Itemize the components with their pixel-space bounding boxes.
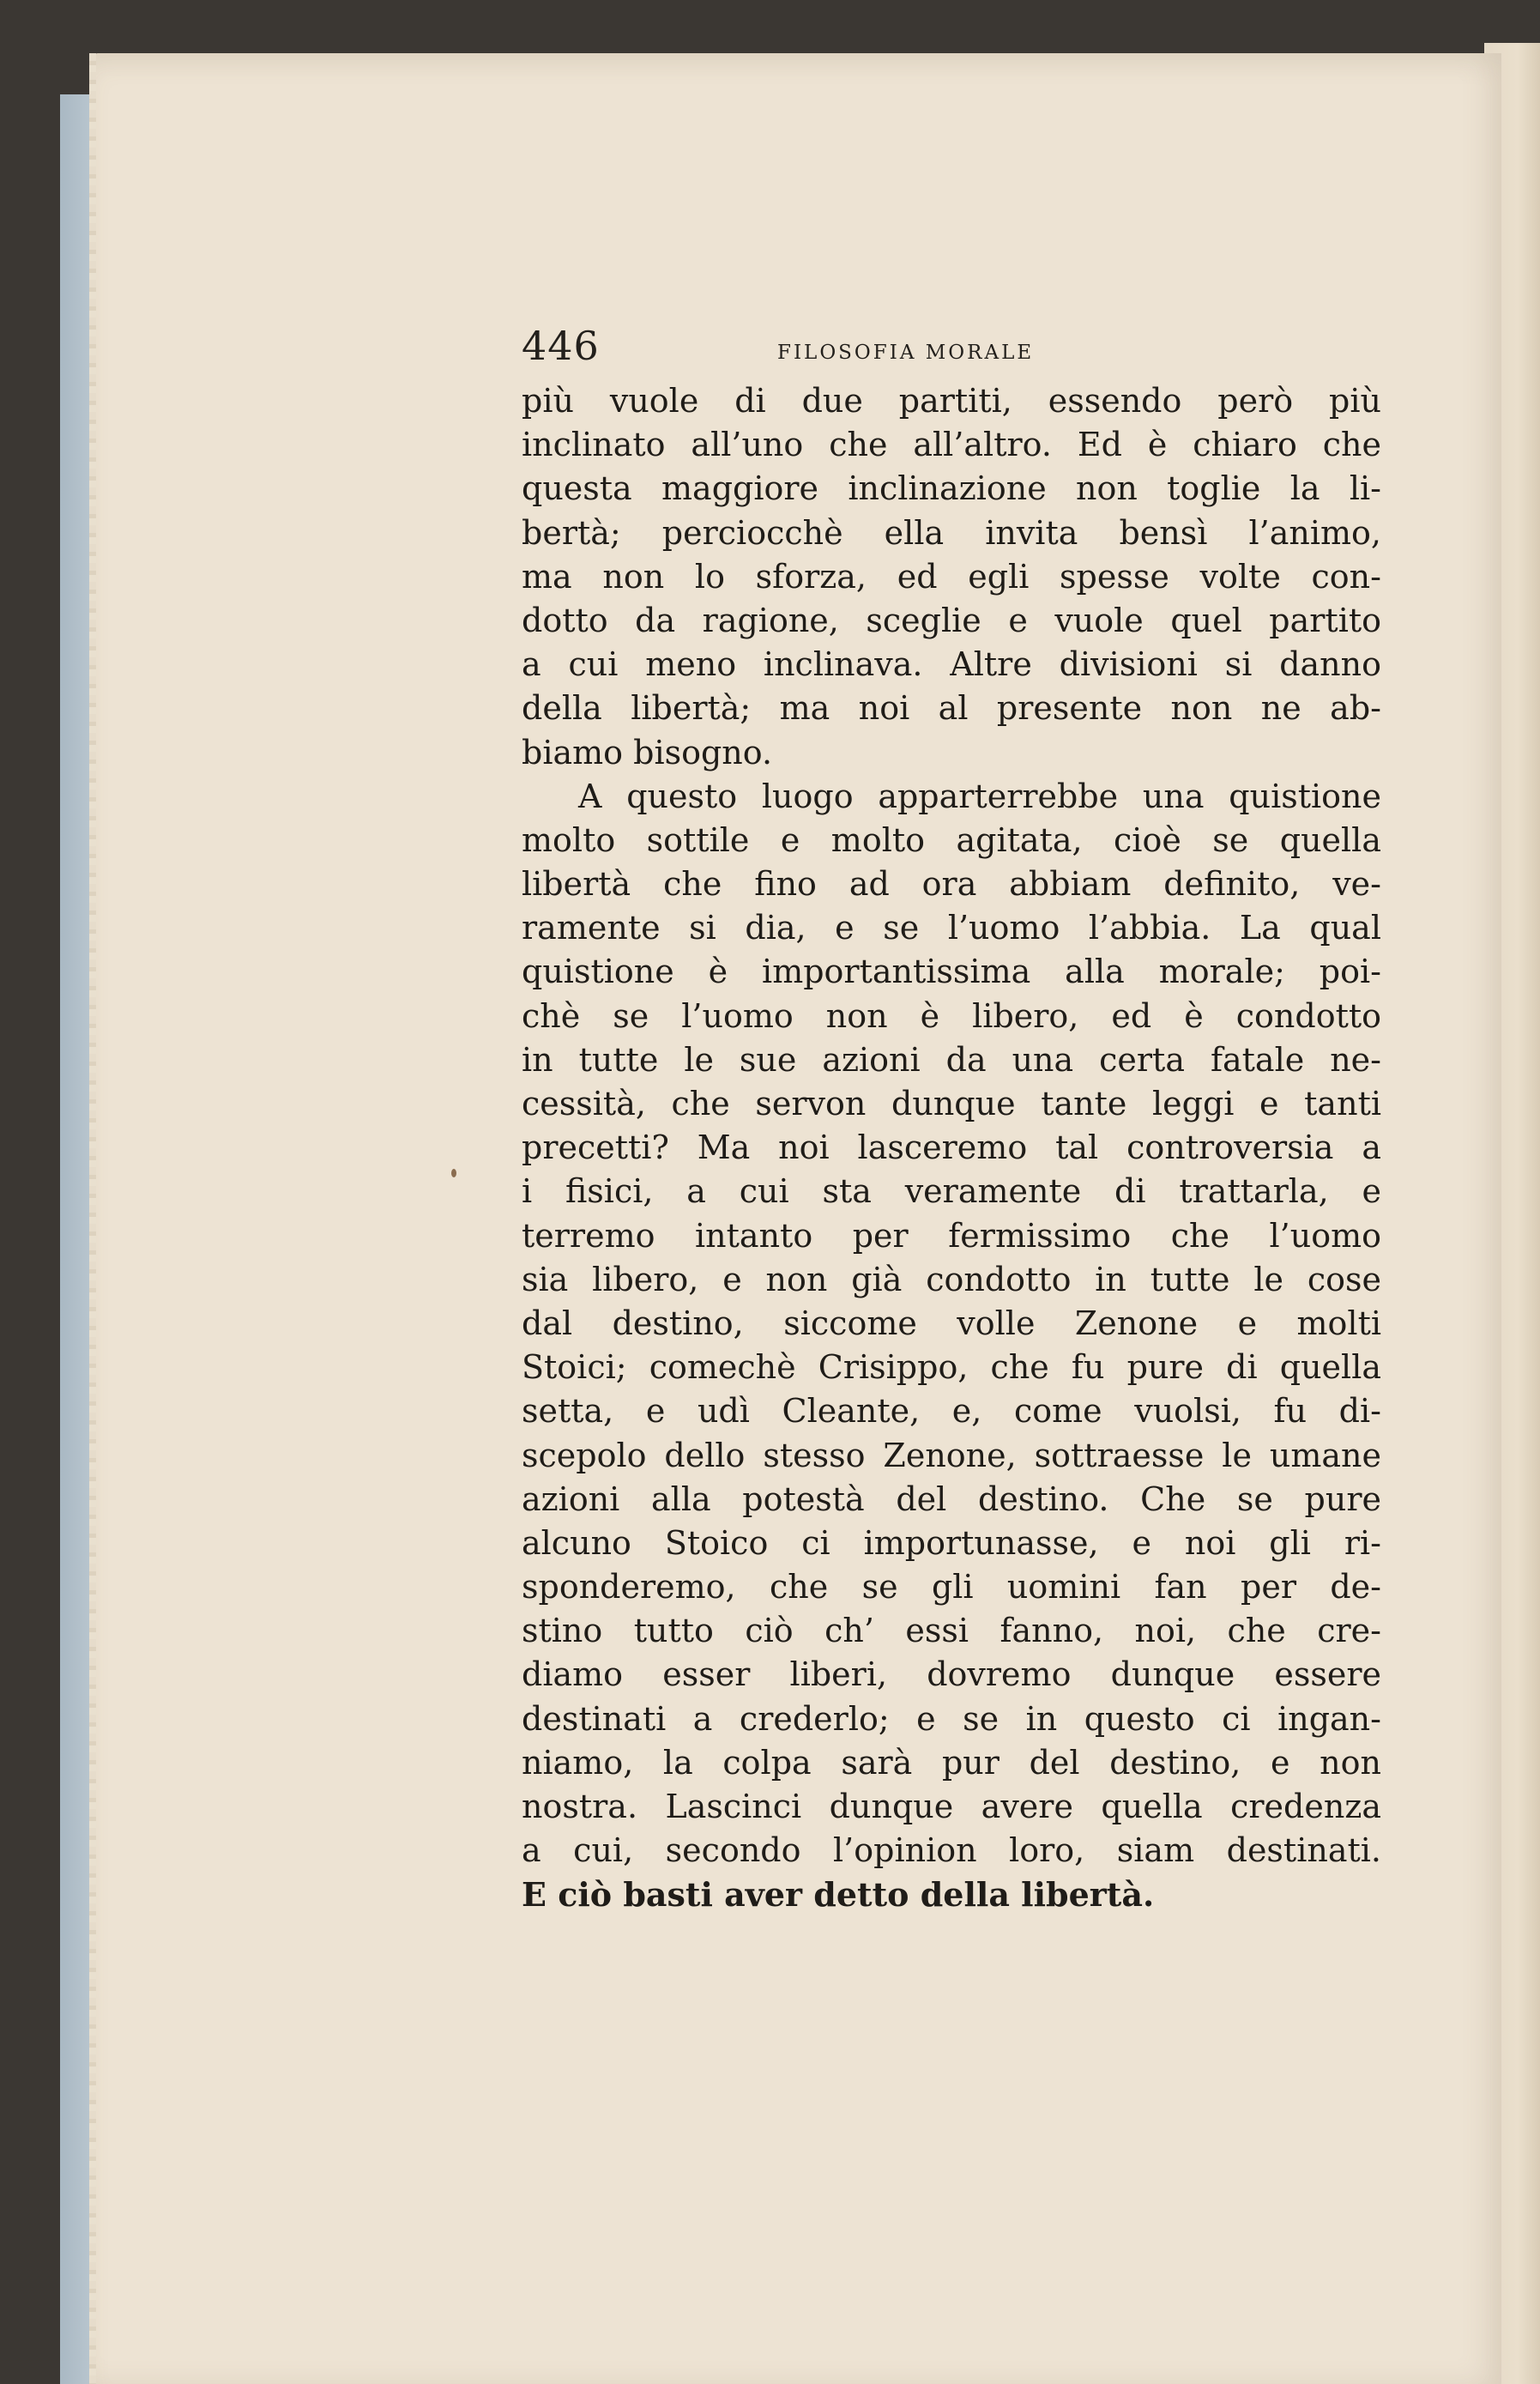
text-line: nostra. Lascinci dunque avere quella credenza bbox=[522, 1788, 1381, 1825]
text-line: Stoici; comechè Crisippo, che fu pure di quella bbox=[522, 1348, 1381, 1387]
page-number: 446 bbox=[522, 323, 600, 369]
text-line: destinati a crederlo; e se in questo ci ingan- bbox=[522, 1699, 1381, 1738]
page-deckle-edge bbox=[89, 53, 96, 2384]
page-header bbox=[522, 323, 1397, 383]
text-line: in tutte le sue azioni da una certa fatale ne- bbox=[522, 1040, 1381, 1079]
text-line: cessità, che servon dunque tante leggi e tanti bbox=[522, 1085, 1381, 1122]
paper-fleck bbox=[451, 1169, 456, 1177]
text-line: quistione è importantissima alla morale; poi- bbox=[522, 953, 1381, 991]
paragraph-end-line: biamo bisogno. bbox=[522, 733, 773, 771]
text-line: ma non lo sforza, ed egli spesse volte con- bbox=[522, 557, 1381, 596]
text-line: molto sottile e molto agitata, cioè se quella bbox=[522, 820, 1381, 859]
running-head: FILOSOFIA MORALE bbox=[777, 342, 1035, 364]
text-line: dal destino, siccome volle Zenone e molti bbox=[522, 1304, 1381, 1342]
text-line: più vuole di due partiti, essendo però più bbox=[522, 382, 1381, 420]
text-line: diamo esser liberi, dovremo dunque essere bbox=[522, 1655, 1381, 1694]
closing-line: E ciò basti aver detto della libertà. bbox=[522, 1875, 1155, 1915]
text-line: i fisici, a cui sta veramente di trattarla, e bbox=[522, 1172, 1381, 1211]
text-line: sia libero, e non già condotto in tutte le cose bbox=[522, 1260, 1381, 1298]
text-line: della libertà; ma noi al presente non ne ab- bbox=[522, 689, 1381, 728]
text-line: inclinato all’uno che all’altro. Ed è chiaro che bbox=[522, 426, 1381, 464]
text-line: precetti? Ma noi lasceremo tal controversia a bbox=[522, 1128, 1381, 1167]
text-line: ramente si dia, e se l’uomo l’abbia. La qual bbox=[522, 909, 1381, 947]
text-line: sponderemo, che se gli uomini fan per de- bbox=[522, 1568, 1381, 1606]
text-line: setta, e udì Cleante, e, come vuolsi, fu di- bbox=[522, 1392, 1381, 1431]
text-line: a cui, secondo l’opinion loro, siam destinati. bbox=[522, 1831, 1381, 1870]
text-line: alcuno Stoico ci importunasse, e noi gli ri- bbox=[522, 1523, 1381, 1562]
text-line: bertà; perciocchè ella invita bensì l’animo, bbox=[522, 513, 1381, 552]
text-line: dotto da ragione, sceglie e vuole quel partito bbox=[522, 601, 1381, 639]
text-line: stino tutto ciò ch’ essi fanno, noi, che cre- bbox=[522, 1612, 1381, 1650]
text-line: niamo, la colpa sarà pur del destino, e non bbox=[522, 1743, 1381, 1782]
body-text bbox=[522, 379, 1381, 1917]
text-line: libertà che fino ad ora abbiam definito, ve- bbox=[522, 865, 1381, 904]
text-line: azioni alla potestà del destino. Che se pure bbox=[522, 1479, 1381, 1518]
paragraph-first-line: A questo luogo apparterrebbe una quistione bbox=[578, 777, 1381, 815]
text-line: terremo intanto per fermissimo che l’uomo bbox=[522, 1216, 1381, 1255]
text-line: scepolo dello stesso Zenone, sottraesse le umane bbox=[522, 1436, 1381, 1474]
text-line: questa maggiore inclinazione non toglie la li- bbox=[522, 469, 1381, 508]
text-line: chè se l’uomo non è libero, ed è condotto bbox=[522, 996, 1381, 1035]
text-line: a cui meno inclinava. Altre divisioni si danno bbox=[522, 645, 1381, 684]
